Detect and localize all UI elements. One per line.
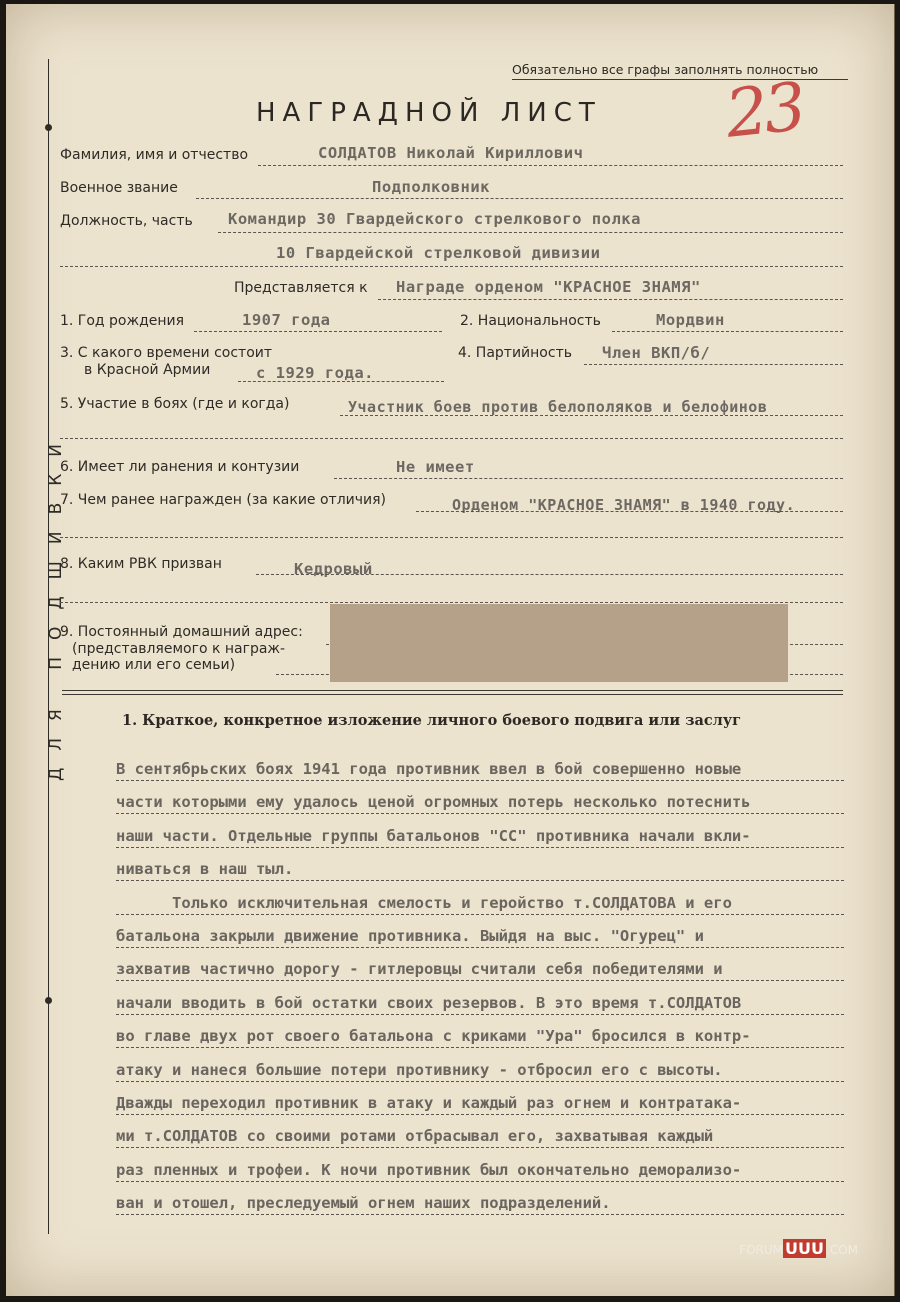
wounds-label: 6. Имеет ли ранения и контузии: [60, 459, 300, 475]
section1-line: во главе двух рот своего батальона с криками "Ура" бросился в контр-: [116, 1027, 751, 1046]
text-ruling-line: [116, 980, 844, 981]
nationality-value: Мордвин: [656, 311, 725, 329]
position-label: Должность, часть: [60, 213, 193, 229]
binding-hole: [45, 124, 52, 131]
rank-label: Военное звание: [60, 180, 178, 196]
battles-value: Участник боев против белополяков и белофинов: [348, 398, 768, 416]
text-ruling-line: [116, 947, 844, 948]
rank-line: [196, 198, 843, 199]
position-value-line1: Командир 30 Гвардейского стрелкового полка: [228, 210, 641, 228]
text-ruling-line: [116, 1081, 844, 1082]
section-divider: [62, 694, 843, 695]
binding-label: ДЛЯ ПОДШИВКИ: [46, 426, 66, 782]
section-divider: [62, 690, 843, 691]
party-label: 4. Партийность: [458, 345, 572, 361]
forum-watermark: [739, 1239, 858, 1258]
nationality-label: 2. Национальность: [460, 313, 601, 329]
prior-awards-value: Орденом "КРАСНОЕ ЗНАМЯ" в 1940 году.: [452, 496, 796, 514]
service-since-label-2: в Красной Армии: [84, 362, 211, 378]
nominated-label: Представляется к: [234, 280, 368, 296]
text-ruling-line: [116, 1214, 844, 1215]
notice-text: Обязательно все графы заполнять полностью: [512, 62, 819, 77]
nominated-value: Награде орденом "КРАСНОЕ ЗНАМЯ": [396, 278, 701, 296]
watermark-left: FORUM: [739, 1243, 784, 1257]
service-since-value: с 1929 года.: [256, 364, 374, 382]
section1-heading: 1. Краткое, конкретное изложение личного боевого подвига или заслуг: [122, 712, 742, 729]
position-line: [218, 232, 843, 233]
birth-year-value: 1907 года: [242, 311, 331, 329]
prior-awards-line-2: [60, 537, 843, 538]
name-label: Фамилия, имя и отчество: [60, 147, 249, 163]
rvk-label: 8. Каким РВК призван: [60, 556, 222, 572]
text-ruling-line: [116, 813, 844, 814]
text-ruling-line: [116, 1147, 844, 1148]
section1-line: ван и отошел, преследуемый огнем наших подразделений.: [116, 1194, 611, 1213]
address-label-3: дению или его семьи): [72, 657, 236, 673]
section1-line: атаку и нанеся большие потери противнику - отбросил его с высоты.: [116, 1060, 723, 1079]
text-ruling-line: [116, 780, 844, 781]
text-ruling-line: [116, 914, 844, 915]
page-title: НАГРАДНОЙ ЛИСТ: [256, 98, 602, 128]
address-label-2: (представляемого к награж-: [72, 641, 286, 657]
address-label-1: 9. Постоянный домашний адрес:: [60, 624, 303, 640]
section1-line: части которыми ему удалось ценой огромных потерь несколько потеснить: [116, 793, 751, 812]
redacted-address-block: [330, 604, 788, 682]
rvk-value: Кедровый: [294, 560, 373, 578]
wounds-line: [334, 478, 843, 479]
text-ruling-line: [116, 1181, 844, 1182]
section1-line: наши части. Отдельные группы батальонов "СС" противника начали вкли-: [116, 826, 751, 845]
binding-hole: [45, 997, 52, 1004]
text-ruling-line: [116, 880, 844, 881]
section1-line: ми т.СОЛДАТОВ со своими ротами отбрасывал его, захватывая каждый: [116, 1127, 714, 1146]
text-ruling-line: [116, 1047, 844, 1048]
nominated-line: [378, 299, 843, 300]
name-line: [258, 165, 843, 166]
section1-line: В сентябрьских боях 1941 года противник ввел в бой совершенно новые: [116, 760, 742, 778]
battles-line-2: [60, 438, 843, 439]
text-ruling-line: [116, 847, 844, 848]
award-sheet: [6, 4, 895, 1296]
nationality-line: [612, 331, 843, 332]
section1-line: захватив частично дорогу - гитлеровцы считали себя победителями и: [116, 960, 723, 979]
name-value: СОЛДАТОВ Николай Кириллович: [318, 144, 584, 162]
wounds-value: Не имеет: [396, 458, 475, 476]
section1-line: ниваться в наш тыл.: [116, 860, 294, 879]
birth-year-line: [194, 331, 442, 332]
position-line-2: [60, 266, 843, 267]
section1-line: Дважды переходил противник в атаку и каждый раз огнем и контратака-: [116, 1094, 742, 1112]
text-ruling-line: [116, 1014, 844, 1015]
text-ruling-line: [116, 1114, 844, 1115]
section1-line: Только исключительная смелость и геройство т.СОЛДАТОВА и его: [116, 893, 732, 912]
service-since-label-1: 3. С какого времени состоит: [60, 345, 273, 361]
position-value-line2: 10 Гвардейской стрелковой дивизии: [276, 244, 601, 262]
party-value: Член ВКП/б/: [602, 344, 711, 362]
birth-year-label: 1. Год рождения: [60, 313, 185, 329]
watermark-right: .COM: [826, 1243, 858, 1257]
watermark-mid: UUU: [785, 1239, 824, 1258]
prior-awards-label: 7. Чем ранее награжден (за какие отличия): [60, 492, 386, 508]
party-line: [584, 364, 843, 365]
section1-line: батальона закрыли движение противника. Выйдя на выс. "Огурец" и: [116, 927, 704, 945]
section1-line: раз пленных и трофеи. К ночи противник был окончательно деморализо-: [116, 1160, 742, 1179]
section1-line: начали вводить в бой остатки своих резервов. В это время т.СОЛДАТОВ: [116, 993, 742, 1012]
rank-value: Подполковник: [372, 178, 490, 196]
handwritten-number: 23: [722, 68, 806, 153]
rvk-line-2: [60, 602, 843, 603]
battles-label: 5. Участие в боях (где и когда): [60, 396, 290, 412]
